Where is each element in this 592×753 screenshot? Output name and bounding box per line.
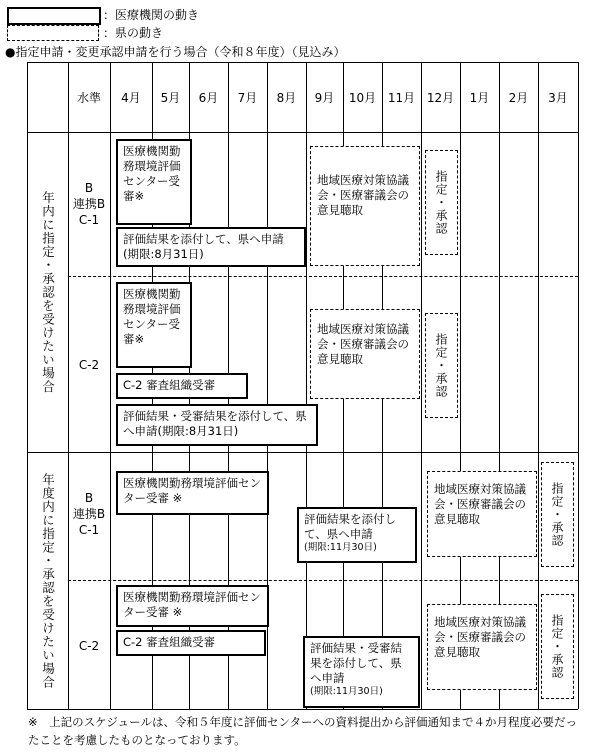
header-month: 6月 bbox=[198, 90, 219, 105]
page-title: ●指定申請・変更承認申請を行う場合（令和８年度）（見込み） bbox=[5, 45, 346, 59]
header-month: 5月 bbox=[160, 90, 181, 105]
eval-center-box: 医療機関勤務環境評価センター受審 ※ bbox=[116, 585, 269, 627]
legend-solid-label: ：医療機関の動き bbox=[103, 8, 200, 22]
eval-center-box: 医療機関勤務環境評価センター受審 ※ bbox=[116, 471, 269, 515]
designation-box: 指定・承認 bbox=[541, 462, 574, 567]
eval-center-box: 医療機関勤務環境評価センター受審※ bbox=[116, 139, 192, 225]
level-label: B 連携B C-1 bbox=[72, 181, 106, 227]
legend-dashed-label: ：県の動き bbox=[103, 26, 164, 40]
level-label: C-2 bbox=[78, 358, 100, 372]
header-month: 10月 bbox=[348, 90, 377, 105]
designation-box: 指定・承認 bbox=[541, 594, 574, 699]
header-month: 3月 bbox=[548, 90, 568, 105]
header-month: 8月 bbox=[276, 90, 297, 105]
header-month: 9月 bbox=[314, 90, 335, 105]
header-month: 7月 bbox=[237, 90, 258, 105]
council-hearing-box: 地域医療対策協議会・医療審議会の意見聴取 bbox=[427, 471, 537, 557]
header-month: 11月 bbox=[387, 90, 416, 105]
footnote: ※ 上記のスケジュールは、令和５年度に評価センターへの資料提出から評価通知まで４か月程度必要だったことを考慮したものとなっております。 bbox=[28, 715, 577, 747]
c2-review-box: C-2 審査組織受審 bbox=[116, 630, 266, 656]
application-box: 評価結果を添付して、県へ申請(期限:8月31日) bbox=[116, 227, 306, 267]
group-label-within-year: 年内に指定・承認を受けたい場合 bbox=[40, 190, 56, 394]
council-hearing-box: 地域医療対策協議会・医療審議会の意見聴取 bbox=[427, 604, 537, 690]
designation-box: 指定・承認 bbox=[425, 313, 458, 418]
council-hearing-box: 地域医療対策協議会・医療審議会の意見聴取 bbox=[310, 146, 420, 266]
level-label: C-2 bbox=[78, 639, 100, 653]
eval-center-box: 医療機関勤務環境評価センター受審※ bbox=[116, 282, 192, 368]
council-hearing-box: 地域医療対策協議会・医療審議会の意見聴取 bbox=[310, 309, 420, 399]
legend-solid-swatch bbox=[7, 7, 101, 25]
header-month: 4月 bbox=[121, 90, 141, 105]
legend-dashed-swatch bbox=[7, 25, 99, 41]
header-month: 2月 bbox=[508, 90, 529, 105]
header-month: 1月 bbox=[469, 90, 490, 105]
level-label: B 連携B C-1 bbox=[72, 491, 106, 537]
designation-box: 指定・承認 bbox=[425, 150, 458, 255]
header-level: 水準 bbox=[76, 90, 101, 105]
header-month: 12月 bbox=[426, 90, 455, 105]
application-box: 評価結果を添付して、県へ申請 (期限:11月30日) bbox=[297, 507, 417, 563]
application-box: 評価結果・受審結果を添付して、県へ申請(期限:8月31日) bbox=[116, 404, 318, 446]
c2-review-box: C-2 審査組織受審 bbox=[116, 373, 248, 399]
group-label-within-fiscal-year: 年度内に指定・承認を受けたい場合 bbox=[40, 472, 56, 689]
application-box: 評価結果・受審結果を添付して、県へ申請 (期限:11月30日) bbox=[303, 636, 420, 708]
